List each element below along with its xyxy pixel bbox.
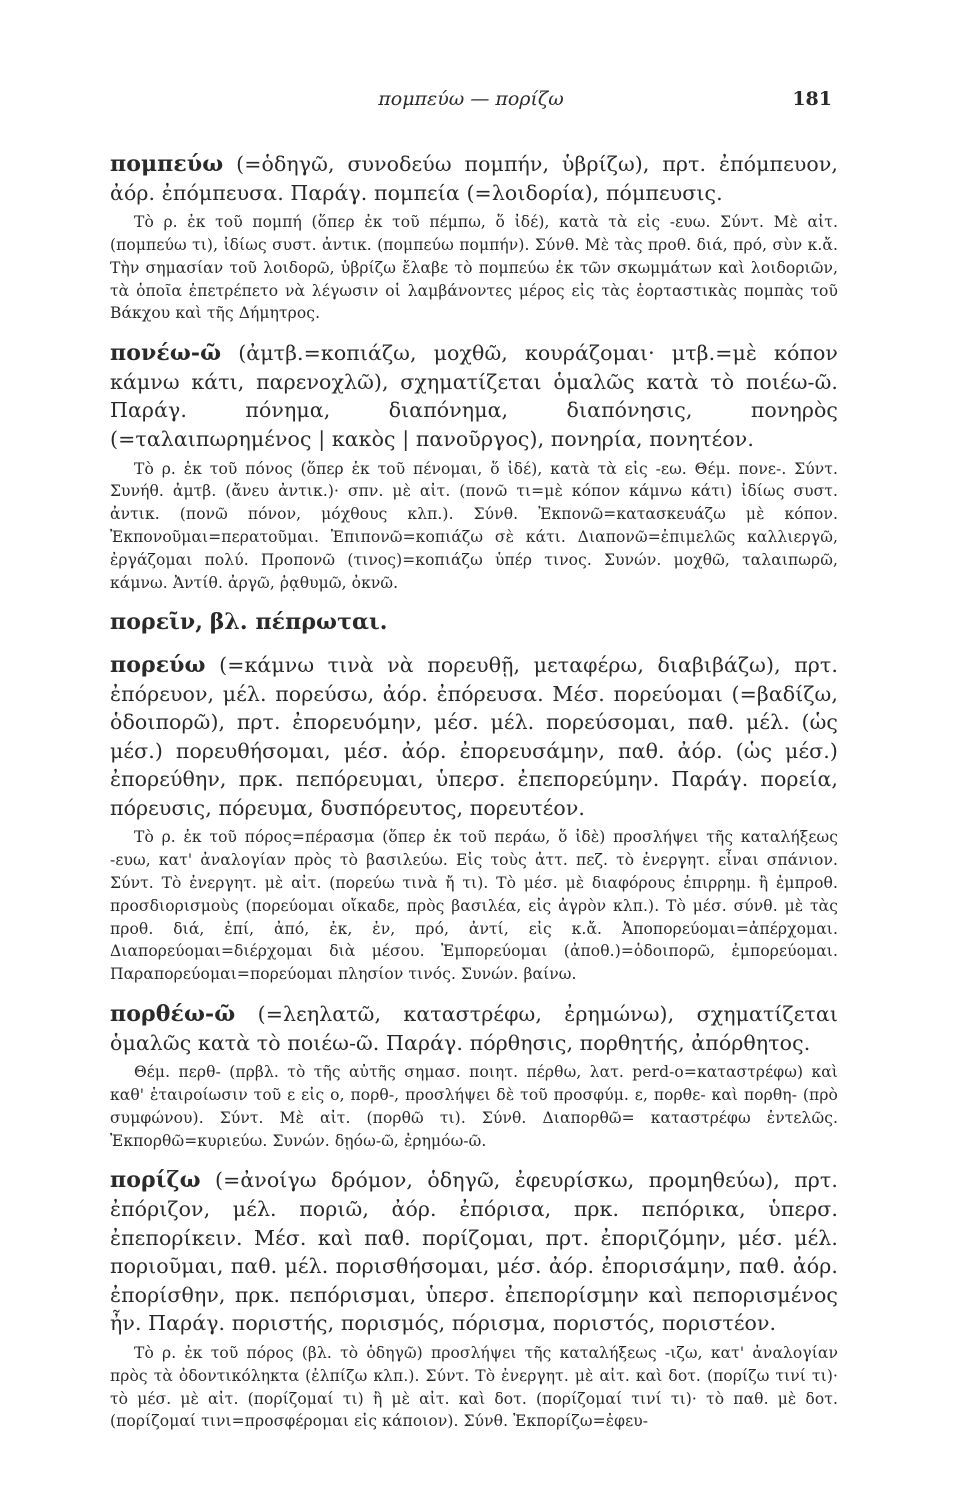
lemma: πορεῖν, (110, 609, 204, 636)
entry-porizo (110, 1166, 838, 1433)
entry-portheo (110, 1000, 838, 1152)
entry-etymology-note: Τὸ ρ. ἐκ τοῦ πόρος (βλ. τὸ ὁδηγῶ) προσλήψει τῆς καταλήξεως -ιζω, κατ' ἀναλογίαν πρὸς τὰ ὀδοντικόληκτα (ἐλπίζω κλπ.). Σύντ. Τὸ ἐνεργητ. μὲ αἰτ. καὶ δοτ. (πορίζω τινί τι)· τὸ μέσ. μὲ αἰτ. (πορίζομαί τι) ἢ μὲ αἰτ. καὶ δοτ. (πορίζομαί τινί τι)· τὸ παθ. μὲ δοτ. (πορίζομαί τινι=προσφέρομαι εἰς κάποιον). Σύνθ. Ἐκπορίζω=ἐφευ- (110, 1344, 838, 1431)
page-number: 181 (792, 88, 832, 110)
entry-body: (=ὁδηγῶ, συνοδεύω πομπήν, ὑβρίζω), πρτ. ἐπόμπευον, ἀόρ. ἐπόμπευσα. Παράγ. πομπεία (=λοιδορία), πόμπευσις. (110, 152, 839, 205)
entry-pompeuo (110, 150, 838, 325)
entry-poreuo (110, 651, 838, 986)
entry-column (110, 150, 838, 1447)
entry-poneo (110, 339, 838, 594)
entry-main (110, 608, 838, 637)
entry-main (110, 651, 838, 823)
lemma: πομπεύω (110, 151, 224, 177)
entry-etymology-note: Τὸ ρ. ἐκ τοῦ πόρος=πέρασμα (ὅπερ ἐκ τοῦ περάω, ὅ ἰδὲ) προσλήψει τῆς καταλήξεως -ευω, κατ' ἀναλογίαν πρὸς τὸ βασιλεύω. Εἰς τοὺς ἀττ. πεζ. τὸ ἐνεργητ. εἶναι σπάνιον. Σύντ. Τὸ ἐνεργητ. μὲ αἰτ. (πορεύω τινὰ ἤ τι). Τὸ μέσ. μὲ διαφόρους ἐπιρρημ. ἢ ἐμπροθ. προσδιορισμοὺς (πορεύομαι οἴκαδε, πρὸς βασιλέα, εἰς ἀγρὸν κλπ.). Τὸ μέσ. σύνθ. μὲ τὰς προθ. διά, ἐπί, ἀπό, ἐκ, ἐν, πρό, ἀντί, εἰς κ.ἄ. Ἀποπορεύομαι=ἀπέρχομαι. Διαπορεύομαι=διέρχομαι διὰ μέσου. Ἐμπορεύομαι (ἀποθ.)=ὁδοιπορῶ, ἐμπορεύομαι. Παραπορεύομαι=πορεύομαι πλησίον τινός. Συνών. βαίνω. (110, 828, 838, 984)
lemma: πορθέω-ῶ (110, 1001, 236, 1028)
entry-body: (=ἀνοίγω δρόμον, ὁδηγῶ, ἐφευρίσκω, προμηθεύω), πρτ. ἐπόριζον, μέλ. ποριῶ, ἀόρ. ἐπόρισα, πρκ. πεπόρικα, ὑπερσ. ἐπεπορίκειν. Μέσ. καὶ παθ. πορίζομαι, πρτ. ἐποριζόμην, μέσ. μέλ. ποριοῦμαι, παθ. μέλ. πορισθήσομαι, μέσ. ἀόρ. ἐπορισάμην, παθ. ἀόρ. ἐπορίσθην, πρκ. πεπόρισμαι, ὑπερσ. ἐπεπορίσμην καὶ πεπορισμένος ἦν. Παράγ. ποριστής, πορισμός, πόρισμα, ποριστός, ποριστέον. (110, 1168, 838, 1336)
lemma: πονέω-ῶ (110, 340, 222, 367)
running-head-title: πομπεύω — πορίζω (378, 88, 564, 110)
entry-body: (=κάμνω τινὰ νὰ πορευθῇ, μεταφέρω, διαβιβάζω), πρτ. ἐπόρευον, μέλ. πορεύσω, ἀόρ. ἐπόρευσα. Μέσ. πορεύομαι (=βαδίζω, ὁδοιπορῶ), πρτ. ἐπορευόμην, μέσ. μέλ. πορεύσομαι, παθ. μέλ. (ὡς μέσ.) πορευθήσομαι, μέσ. ἀόρ. ἐπορευσάμην, παθ. ἀόρ. (ὡς μέσ.) ἐπορεύθην, πρκ. πεπόρευμαι, ὑπερσ. ἐπεπορεύμην. Παράγ. πορεία, πόρευσις, πόρευμα, δυσπόρευτος, πορευτέον. (110, 652, 838, 820)
entry-etymology-note: Τὸ ρ. ἐκ τοῦ πομπή (ὅπερ ἐκ τοῦ πέμπω, ὅ ἰδέ), κατὰ τὰ εἰς -ευω. Σύντ. Μὲ αἰτ. (πομπεύω τι), ἰδίως συστ. ἀντικ. (πομπεύω πομπήν). Σύνθ. Μὲ τὰς προθ. διά, πρό, σὺν κ.ἄ. Τὴν σημασίαν τοῦ λοιδορῶ, ὑβρίζω ἔλαβε τὸ πομπεύω ἐκ τῶν σκωμμάτων καὶ λοιδοριῶν, τὰ ὁποῖα ἐπετρέπετο νὰ λέγωσιν οἱ λαμβάνοντες μέρος εἰς τὰς ἑορταστικὰς πομπὰς τοῦ Βάκχου καὶ τῆς Δήμητρος. (110, 213, 838, 323)
entry-body: (ἀμτβ.=κοπιάζω, μοχθῶ, κουράζομαι· μτβ.=μὲ κόπον κάμνω κάτι, παρενοχλῶ), σχηματίζεται ὁμαλῶς κατὰ τὸ ποιέω-ῶ. Παράγ. πόνημα, διαπόνημα, διαπόνησις, πονηρὸς (=ταλαιπωρημένος | κακὸς | πανοῦργος), πονηρία, πονητέον. (110, 341, 838, 451)
entry-porein (110, 608, 838, 637)
entry-body: (=λεηλατῶ, καταστρέφω, ἐρημώνω), σχηματίζεται ὁμαλῶς κατὰ τὸ ποιέω-ῶ. Παράγ. πόρθησις, πορθητής, ἀπόρθητος. (110, 1002, 838, 1055)
entry-etymology-note: Θέμ. περθ- (πρβλ. τὸ τῆς αὐτῆς σημασ. ποιητ. πέρθω, λατ. perd-o=καταστρέφω) καὶ καθ' ἑταιροίωσιν τοῦ ε εἰς ο, πορθ-, προσλήψει δὲ τοῦ προσφύμ. ε, πορθε- καὶ πορθη- (πρὸ συμφώνου). Σύντ. Μὲ αἰτ. (πορθῶ τι). Σύνθ. Διαπορθῶ= καταστρέφω ἐντελῶς. Ἐκπορθῶ=κυριεύω. Συνών. δῃόω-ῶ, ἐρημόω-ῶ. (110, 1063, 838, 1150)
lemma: πορίζω (110, 1167, 201, 1194)
running-head (110, 88, 832, 118)
entry-etymology-note: Τὸ ρ. ἐκ τοῦ πόνος (ὅπερ ἐκ τοῦ πένομαι, ὅ ἰδέ), κατὰ τὰ εἰς -εω. Θέμ. πονε-. Σύντ. Συνήθ. ἀμτβ. (ἄνευ ἀντικ.)· σπν. μὲ αἰτ. (πονῶ τι=μὲ κόπον κάμνω κάτι) ἰδίως συστ. ἀντικ. (πονῶ πόνον, μόχθους κλπ.). Σύνθ. Ἐκπονῶ=κατασκευάζω μὲ κόπον. Ἐκπονοῦμαι=περατοῦμαι. Ἐπιπονῶ=κοπιάζω σὲ κάτι. Διαπονῶ=ἐπιμελῶς καλλιεργῶ, ἐργάζομαι πολύ. Προπονῶ (τινος)=κοπιάζω ὑπέρ τινος. Συνών. μοχθῶ, ταλαιπωρῶ, κάμνω. Ἀντίθ. ἀργῶ, ῥᾳθυμῶ, ὀκνῶ. (110, 459, 838, 592)
entry-main (110, 339, 838, 453)
lemma: πορεύω (110, 651, 206, 678)
entry-main (110, 150, 838, 207)
entry-main (110, 1000, 838, 1057)
entry-main (110, 1166, 838, 1338)
cross-reference: βλ. πέπρωται. (209, 609, 388, 636)
